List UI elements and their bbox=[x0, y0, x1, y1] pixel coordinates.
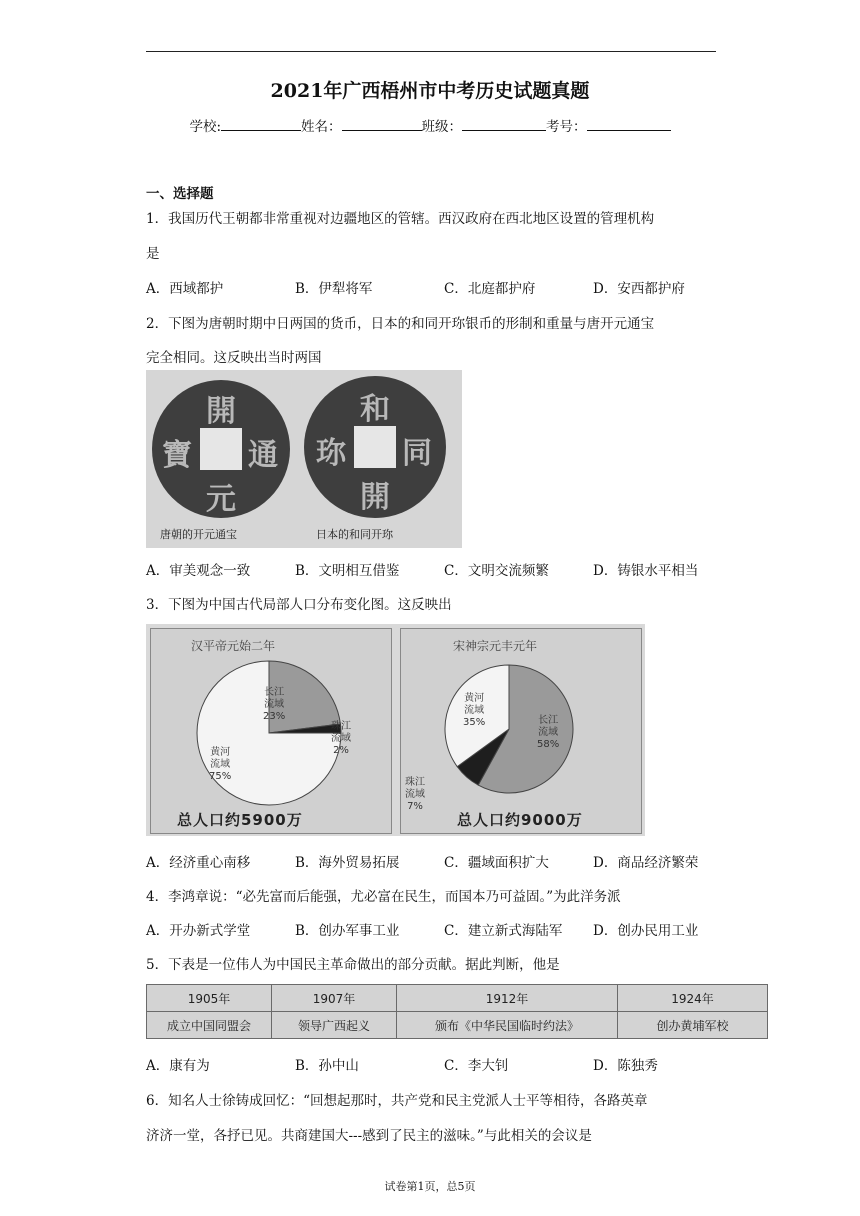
id-label: 考号： bbox=[546, 119, 587, 135]
coin-char-left: 珎 bbox=[316, 436, 346, 471]
q1-option-a[interactable]: A．西域都护 bbox=[146, 281, 224, 297]
q3-option-c[interactable]: C．疆域面积扩大 bbox=[444, 855, 549, 871]
q1-stem-line-1: 1．我国历代王朝都非常重视对边疆地区的管辖。西汉政府在西北地区设置的管理机构 bbox=[146, 211, 655, 227]
kaiyuan-caption: 唐朝的开元通宝 bbox=[160, 528, 237, 541]
q4-stem-line-1: 4．李鸿章说：“必先富而后能强，尤必富在民生，而国本乃可益固。”为此洋务派 bbox=[146, 889, 621, 905]
coin-char-left: 寶 bbox=[162, 438, 192, 473]
coins-figure bbox=[146, 370, 462, 548]
q3-option-a[interactable]: A．经济重心南移 bbox=[146, 855, 251, 871]
page-footer: 试卷第1页，总5页 bbox=[384, 1180, 476, 1193]
school-blank[interactable] bbox=[221, 116, 301, 131]
song-pie-chart bbox=[401, 629, 641, 833]
table-cell-event: 颁布《中华民国临时约法》 bbox=[397, 1012, 618, 1039]
class-blank[interactable] bbox=[462, 116, 546, 131]
q4-option-b[interactable]: B．创办军事工业 bbox=[295, 923, 400, 939]
wadokaichin-caption: 日本的和同开珎 bbox=[316, 528, 393, 541]
table-cell-year: 1924年 bbox=[618, 985, 768, 1012]
population-figure bbox=[146, 624, 645, 836]
q3-option-d[interactable]: D．商品经济繁荣 bbox=[593, 855, 699, 871]
song-label-changjiang: 长江 流域 58% bbox=[537, 715, 560, 750]
table-cell-year: 1912年 bbox=[397, 985, 618, 1012]
wadokaichin-coin bbox=[304, 376, 446, 518]
song-panel bbox=[400, 628, 642, 834]
coin-char-top: 開 bbox=[206, 394, 236, 429]
han-label-zhujiang: 珠江 流域 2% bbox=[331, 721, 351, 756]
q5-option-d[interactable]: D．陈独秀 bbox=[593, 1058, 658, 1074]
q1-option-b[interactable]: B．伊犁将军 bbox=[295, 281, 373, 297]
han-label-huanghe: 黄河 流域 75% bbox=[209, 747, 232, 782]
song-label-zhujiang: 珠江 流域 7% bbox=[405, 777, 425, 812]
table-row-years bbox=[147, 985, 768, 1012]
q2-option-d[interactable]: D．铸银水平相当 bbox=[593, 563, 699, 579]
q2-option-b[interactable]: B．文明相互借鉴 bbox=[295, 563, 400, 579]
q6-stem-line-1: 6．知名人士徐铸成回忆：“回想起那时，共产党和民主党派人士平等相待，各路英章 bbox=[146, 1093, 648, 1109]
q4-option-a[interactable]: A．开办新式学堂 bbox=[146, 923, 251, 939]
coin-char-right: 通 bbox=[248, 438, 278, 473]
q5-option-b[interactable]: B．孙中山 bbox=[295, 1058, 359, 1074]
name-label: 姓名： bbox=[301, 119, 342, 135]
kaiyuan-coin bbox=[152, 380, 290, 518]
class-label: 班级： bbox=[421, 119, 463, 135]
q2-stem-line-2: 完全相同。这反映出当时两国 bbox=[146, 350, 322, 366]
han-label-changjiang: 长江 流域 23% bbox=[263, 687, 286, 722]
q1-option-d[interactable]: D．安西都护府 bbox=[593, 281, 685, 297]
q2-option-a[interactable]: A．审美观念一致 bbox=[146, 563, 251, 579]
name-blank[interactable] bbox=[342, 116, 422, 131]
q5-option-c[interactable]: C．李大钊 bbox=[444, 1058, 509, 1074]
q2-stem-line-1: 2．下图为唐朝时期中日两国的货币，日本的和同开珎银币的形制和重量与唐开元通宝 bbox=[146, 316, 655, 332]
han-panel bbox=[150, 628, 392, 834]
han-total: 总人口约5900万 bbox=[177, 811, 303, 829]
coin-char-bottom: 開 bbox=[360, 480, 390, 515]
song-total: 总人口约9000万 bbox=[457, 811, 583, 829]
table-cell-event: 创办黄埔军校 bbox=[618, 1012, 768, 1039]
section-title: 一、选择题 bbox=[146, 186, 214, 202]
contributions-table bbox=[146, 984, 768, 1039]
coin-char-right: 同 bbox=[402, 436, 432, 471]
song-label-huanghe: 黄河 流域 35% bbox=[463, 693, 486, 728]
song-pie-title: 宋神宗元丰元年 bbox=[453, 639, 538, 653]
table-cell-event: 成立中国同盟会 bbox=[147, 1012, 272, 1039]
id-blank[interactable] bbox=[587, 116, 671, 131]
student-info-line bbox=[0, 115, 860, 135]
q1-option-c[interactable]: C．北庭都护府 bbox=[444, 281, 536, 297]
q3-option-b[interactable]: B．海外贸易拓展 bbox=[295, 855, 400, 871]
header-rule bbox=[146, 51, 716, 52]
table-cell-year: 1905年 bbox=[147, 985, 272, 1012]
school-label: 学校: bbox=[189, 119, 222, 135]
q4-option-c[interactable]: C．建立新式海陆军 bbox=[444, 923, 563, 939]
q4-option-d[interactable]: D．创办民用工业 bbox=[593, 923, 699, 939]
q2-option-c[interactable]: C．文明交流频繁 bbox=[444, 563, 549, 579]
q1-stem-line-2: 是 bbox=[146, 246, 160, 262]
han-pie-title: 汉平帝元始二年 bbox=[191, 639, 276, 653]
coin-char-top: 和 bbox=[360, 392, 390, 427]
table-cell-event: 领导广西起义 bbox=[272, 1012, 397, 1039]
table-cell-year: 1907年 bbox=[272, 985, 397, 1012]
q3-stem-line-1: 3．下图为中国古代局部人口分布变化图。这反映出 bbox=[146, 597, 452, 613]
coin-char-bottom: 元 bbox=[206, 482, 236, 517]
page-title: 2021年广西梧州市中考历史试题真题 bbox=[270, 80, 590, 102]
han-pie-chart bbox=[151, 629, 391, 833]
q5-stem-line-1: 5．下表是一位伟人为中国民主革命做出的部分贡献。据此判断，他是 bbox=[146, 957, 560, 973]
table-row-events bbox=[147, 1012, 768, 1039]
q5-option-a[interactable]: A．康有为 bbox=[146, 1058, 210, 1074]
q6-stem-line-2: 济济一堂，各抒已见。共商建国大---感到了民主的滋味。”与此相关的会议是 bbox=[146, 1128, 592, 1144]
